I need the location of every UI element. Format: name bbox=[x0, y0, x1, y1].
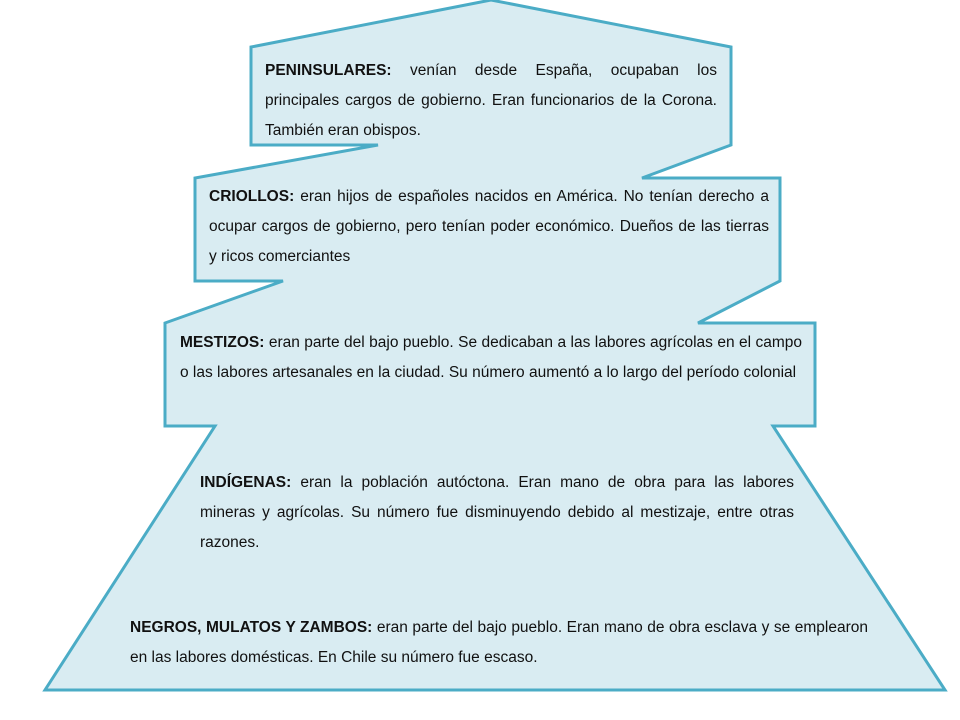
tier-mestizos bbox=[180, 328, 802, 388]
tier-indigenas-label: INDÍGENAS: bbox=[200, 474, 292, 491]
tier-criollos bbox=[209, 182, 769, 272]
tier-criollos-description: eran hijos de españoles nacidos en América. No tenían derecho a ocupar cargos de gobierno, pero tenían poder económico. Dueños de las tierras y ricos comerciantes bbox=[209, 188, 769, 265]
tier-indigenas-description: eran la población autóctona. Eran mano de obra para las labores mineras y agrícolas. Su número fue disminuyendo debido al mestizaje, entre otras razones. bbox=[200, 474, 794, 551]
tier-indigenas bbox=[200, 468, 794, 558]
tier-criollos-label: CRIOLLOS: bbox=[209, 188, 295, 205]
tier-mestizos-description: eran parte del bajo pueblo. Se dedicaban a las labores agrícolas en el campo o las labores artesanales en la ciudad. Su número aumentó a lo largo del período colonial bbox=[180, 334, 802, 381]
tier-mestizos-label: MESTIZOS: bbox=[180, 334, 265, 351]
tier-peninsulares-label: PENINSULARES: bbox=[265, 62, 392, 79]
tier-peninsulares-description: venían desde España, ocupaban los principales cargos de gobierno. Eran funcionarios de la Corona. También eran obispos. bbox=[265, 62, 717, 139]
tier-negros-mulatos-zambos bbox=[130, 613, 868, 673]
tier-negros-mulatos-zambos-description: eran parte del bajo pueblo. Eran mano de obra esclava y se emplearon en las labores domésticas. En Chile su número fue escaso. bbox=[130, 619, 869, 666]
tier-negros-mulatos-zambos-label: NEGROS, MULATOS Y ZAMBOS: bbox=[130, 619, 373, 636]
tier-peninsulares bbox=[265, 56, 717, 146]
